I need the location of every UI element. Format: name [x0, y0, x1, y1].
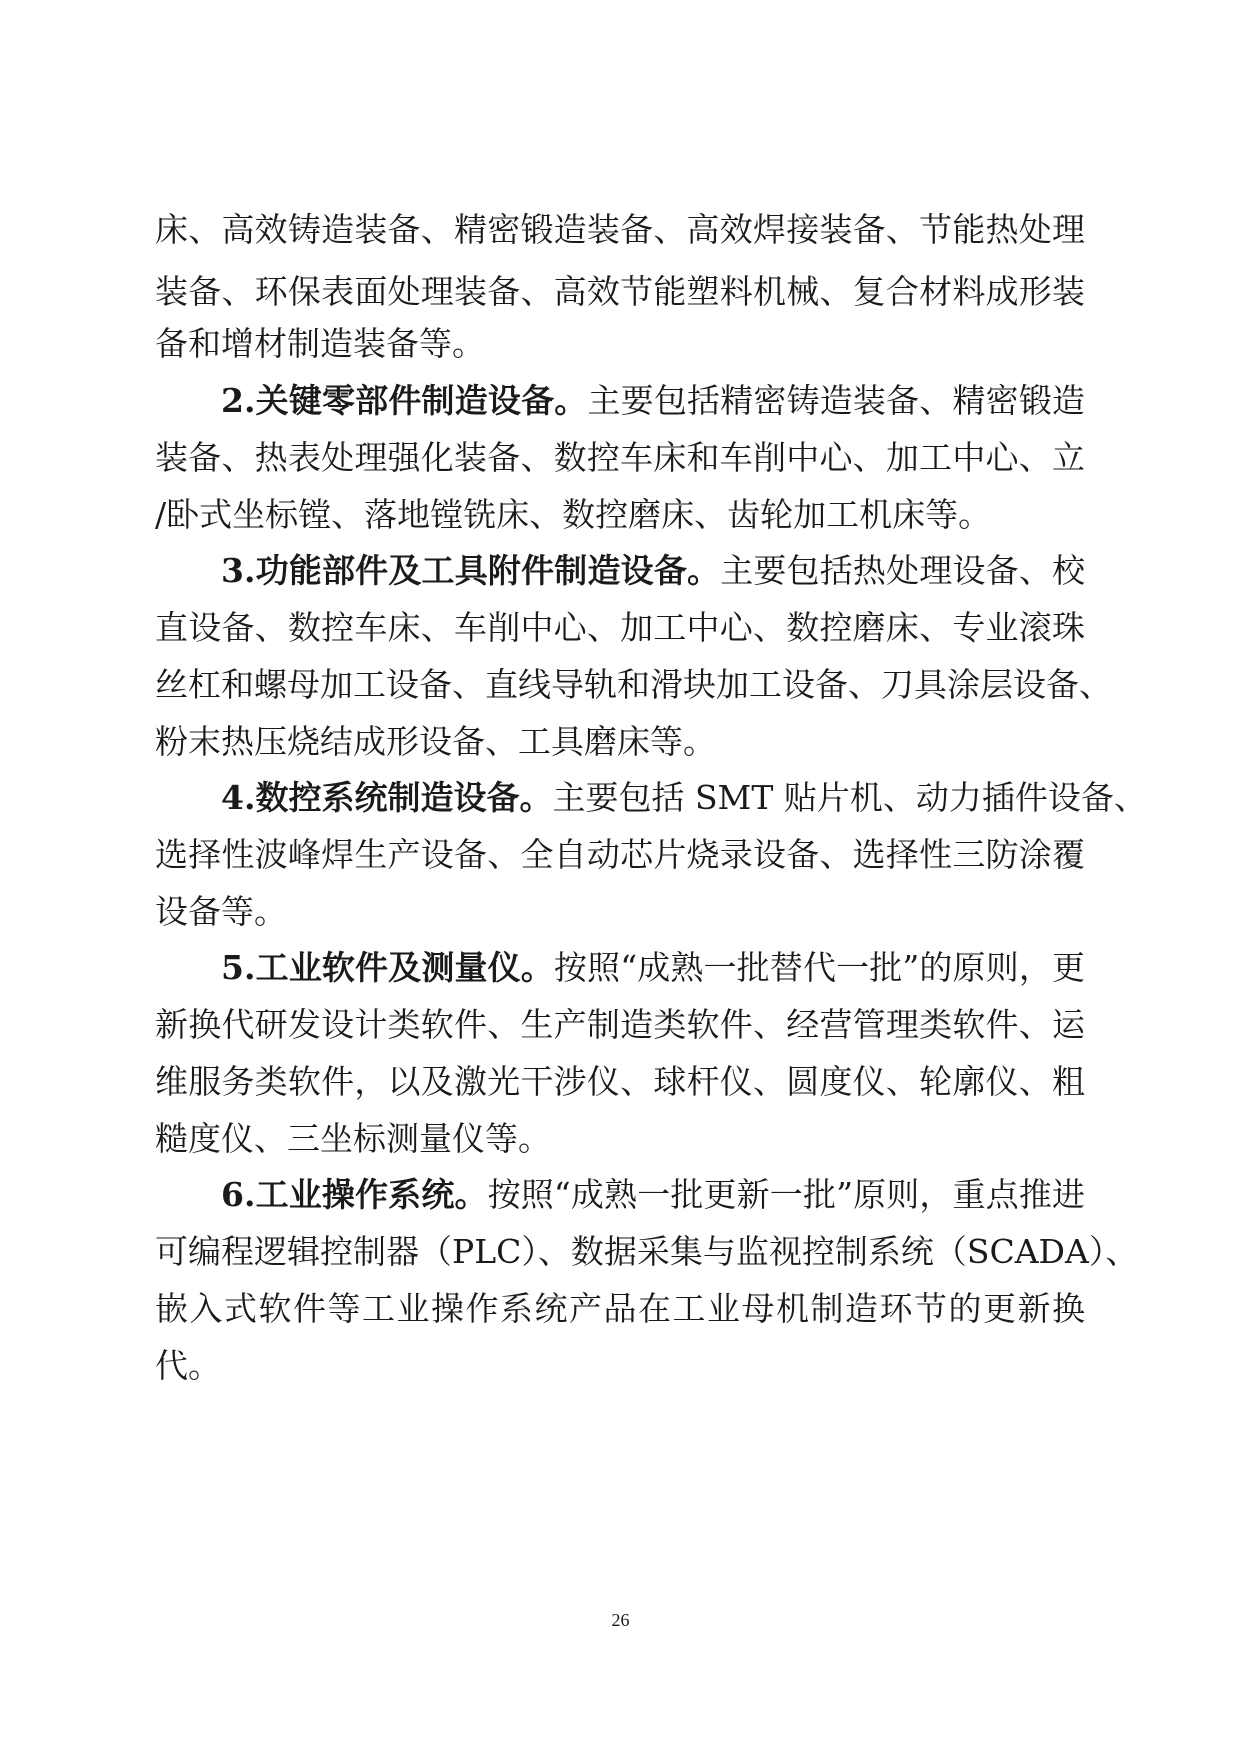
section-2-first-line — [155, 380, 1085, 422]
section-heading: 3.功能部件及工具附件制造设备。 — [221, 551, 721, 590]
body-line: 维服务类软件，以及激光干涉仪、球杆仪、圆度仪、轮廓仪、粗 — [155, 1062, 1085, 1101]
body-line: 备和增材制造装备等。 — [155, 324, 485, 363]
section-heading: 4.数控系统制造设备。 — [221, 778, 553, 817]
section-3-first-line — [155, 550, 1085, 592]
section-heading: 2.关键零部件制造设备。 — [221, 381, 588, 420]
section-text: 按照“成熟一批替代一批”的原则，更 — [553, 948, 1085, 987]
section-4-first-line — [155, 777, 1147, 819]
section-text: 主要包括精密铸造装备、精密锻造 — [587, 381, 1085, 420]
body-line: 嵌入式软件等工业操作系统产品在工业母机制造环节的更新换 — [155, 1289, 1085, 1328]
body-line: /卧式坐标镗、落地镗铣床、数控磨床、齿轮加工机床等。 — [155, 495, 992, 534]
body-line: 糙度仪、三坐标测量仪等。 — [155, 1119, 551, 1158]
body-line: 新换代研发设计类软件、生产制造类软件、经营管理类软件、运 — [155, 1005, 1085, 1044]
body-line: 选择性波峰焊生产设备、全自动芯片烧录设备、选择性三防涂覆 — [155, 835, 1085, 874]
body-line: 可编程逻辑控制器（PLC）、数据采集与监视控制系统（SCADA）、 — [155, 1232, 1139, 1271]
section-text: 按照“成熟一批更新一批”原则，重点推进 — [487, 1175, 1085, 1214]
page-number: 26 — [611, 1610, 630, 1630]
section-heading: 6.工业操作系统。 — [221, 1175, 488, 1214]
body-line: 设备等。 — [155, 892, 287, 931]
body-line: 床、高效铸造装备、精密锻造装备、高效焊接装备、节能热处理 — [155, 210, 1085, 249]
body-line: 装备、环保表面处理装备、高效节能塑料机械、复合材料成形装 — [155, 272, 1085, 311]
body-line: 粉末热压烧结成形设备、工具磨床等。 — [155, 722, 716, 761]
section-5-first-line — [155, 947, 1085, 989]
section-6-first-line — [155, 1174, 1085, 1216]
section-heading: 5.工业软件及测量仪。 — [221, 948, 554, 987]
body-line: 装备、热表处理强化装备、数控车床和车削中心、加工中心、立 — [155, 438, 1085, 477]
body-line: 丝杠和螺母加工设备、直线导轨和滑块加工设备、刀具涂层设备、 — [155, 665, 1112, 704]
body-line: 代。 — [155, 1346, 221, 1385]
section-text: 主要包括 SMT 贴片机、动力插件设备、 — [552, 778, 1147, 817]
body-line: 直设备、数控车床、车削中心、加工中心、数控磨床、专业滚珠 — [155, 608, 1085, 647]
section-text: 主要包括热处理设备、校 — [720, 551, 1086, 590]
